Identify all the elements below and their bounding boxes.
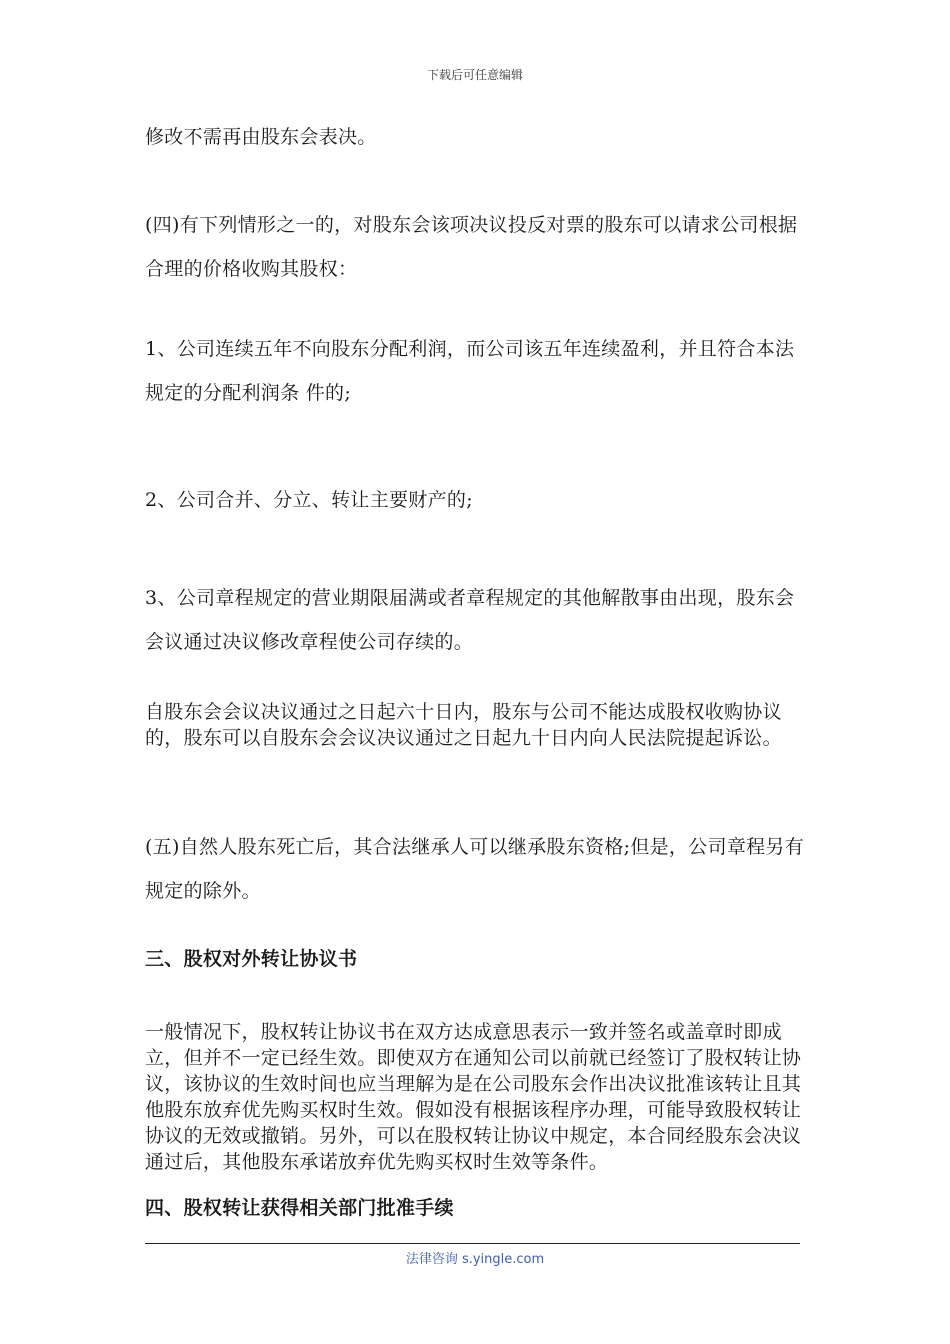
paragraph-3: 1、公司连续五年不向股东分配利润，而公司该五年连续盈利，并且符合本法规定的分配利润条 件的; [145, 338, 795, 404]
section-heading-4: 四、股权转让获得相关部门批准手续 [145, 1197, 454, 1219]
paragraph-7: (五)自然人股东死亡后，其合法继承人可以继承股东资格;但是，公司章程另有规定的除外。 [145, 836, 805, 902]
paragraph-5: 3、公司章程规定的营业期限届满或者章程规定的其他解散事由出现，股东会会议通过决议修改章程使公司存续的。 [145, 587, 795, 653]
paragraph-6: 自股东会会议决议通过之日起六十日内，股东与公司不能达成股权收购协议的，股东可以自股东会会议决议通过之日起九十日内向人民法院提起诉讼。 [145, 701, 782, 749]
section-heading-3: 三、股权对外转让协议书 [145, 948, 358, 970]
page-header: 下载后可任意编辑 [426, 68, 523, 82]
page-footer[interactable]: 法律咨询 s.yingle.com [405, 1252, 545, 1267]
paragraph-1: 修改不需再由股东会表决。 [145, 126, 377, 148]
paragraph-4: 2、公司合并、分立、转让主要财产的; [145, 489, 473, 511]
paragraph-2: (四)有下列情形之一的，对股东会该项决议投反对票的股东可以请求公司根据合理的价格收购其股权： [145, 214, 798, 280]
paragraph-8: 一般情况下，股权转让协议书在双方达成意思表示一致并签名或盖章时即成立，但并不一定已经生效。即使双方在通知公司以前就已经签订了股权转让协议，该协议的生效时间也应当理解为是在公司股东会作出决议批准该转让且其他股东放弃优先购买权时生效。假如没有根据该程序办理，可能导致股权转让协议的无效或撤销。另外，可以在股权转让协议中规定，本合同经股东会决议通过后，其他股东承诺放弃优先购买权时生效等条件。 [145, 1021, 802, 1173]
footer-divider [145, 1243, 800, 1244]
